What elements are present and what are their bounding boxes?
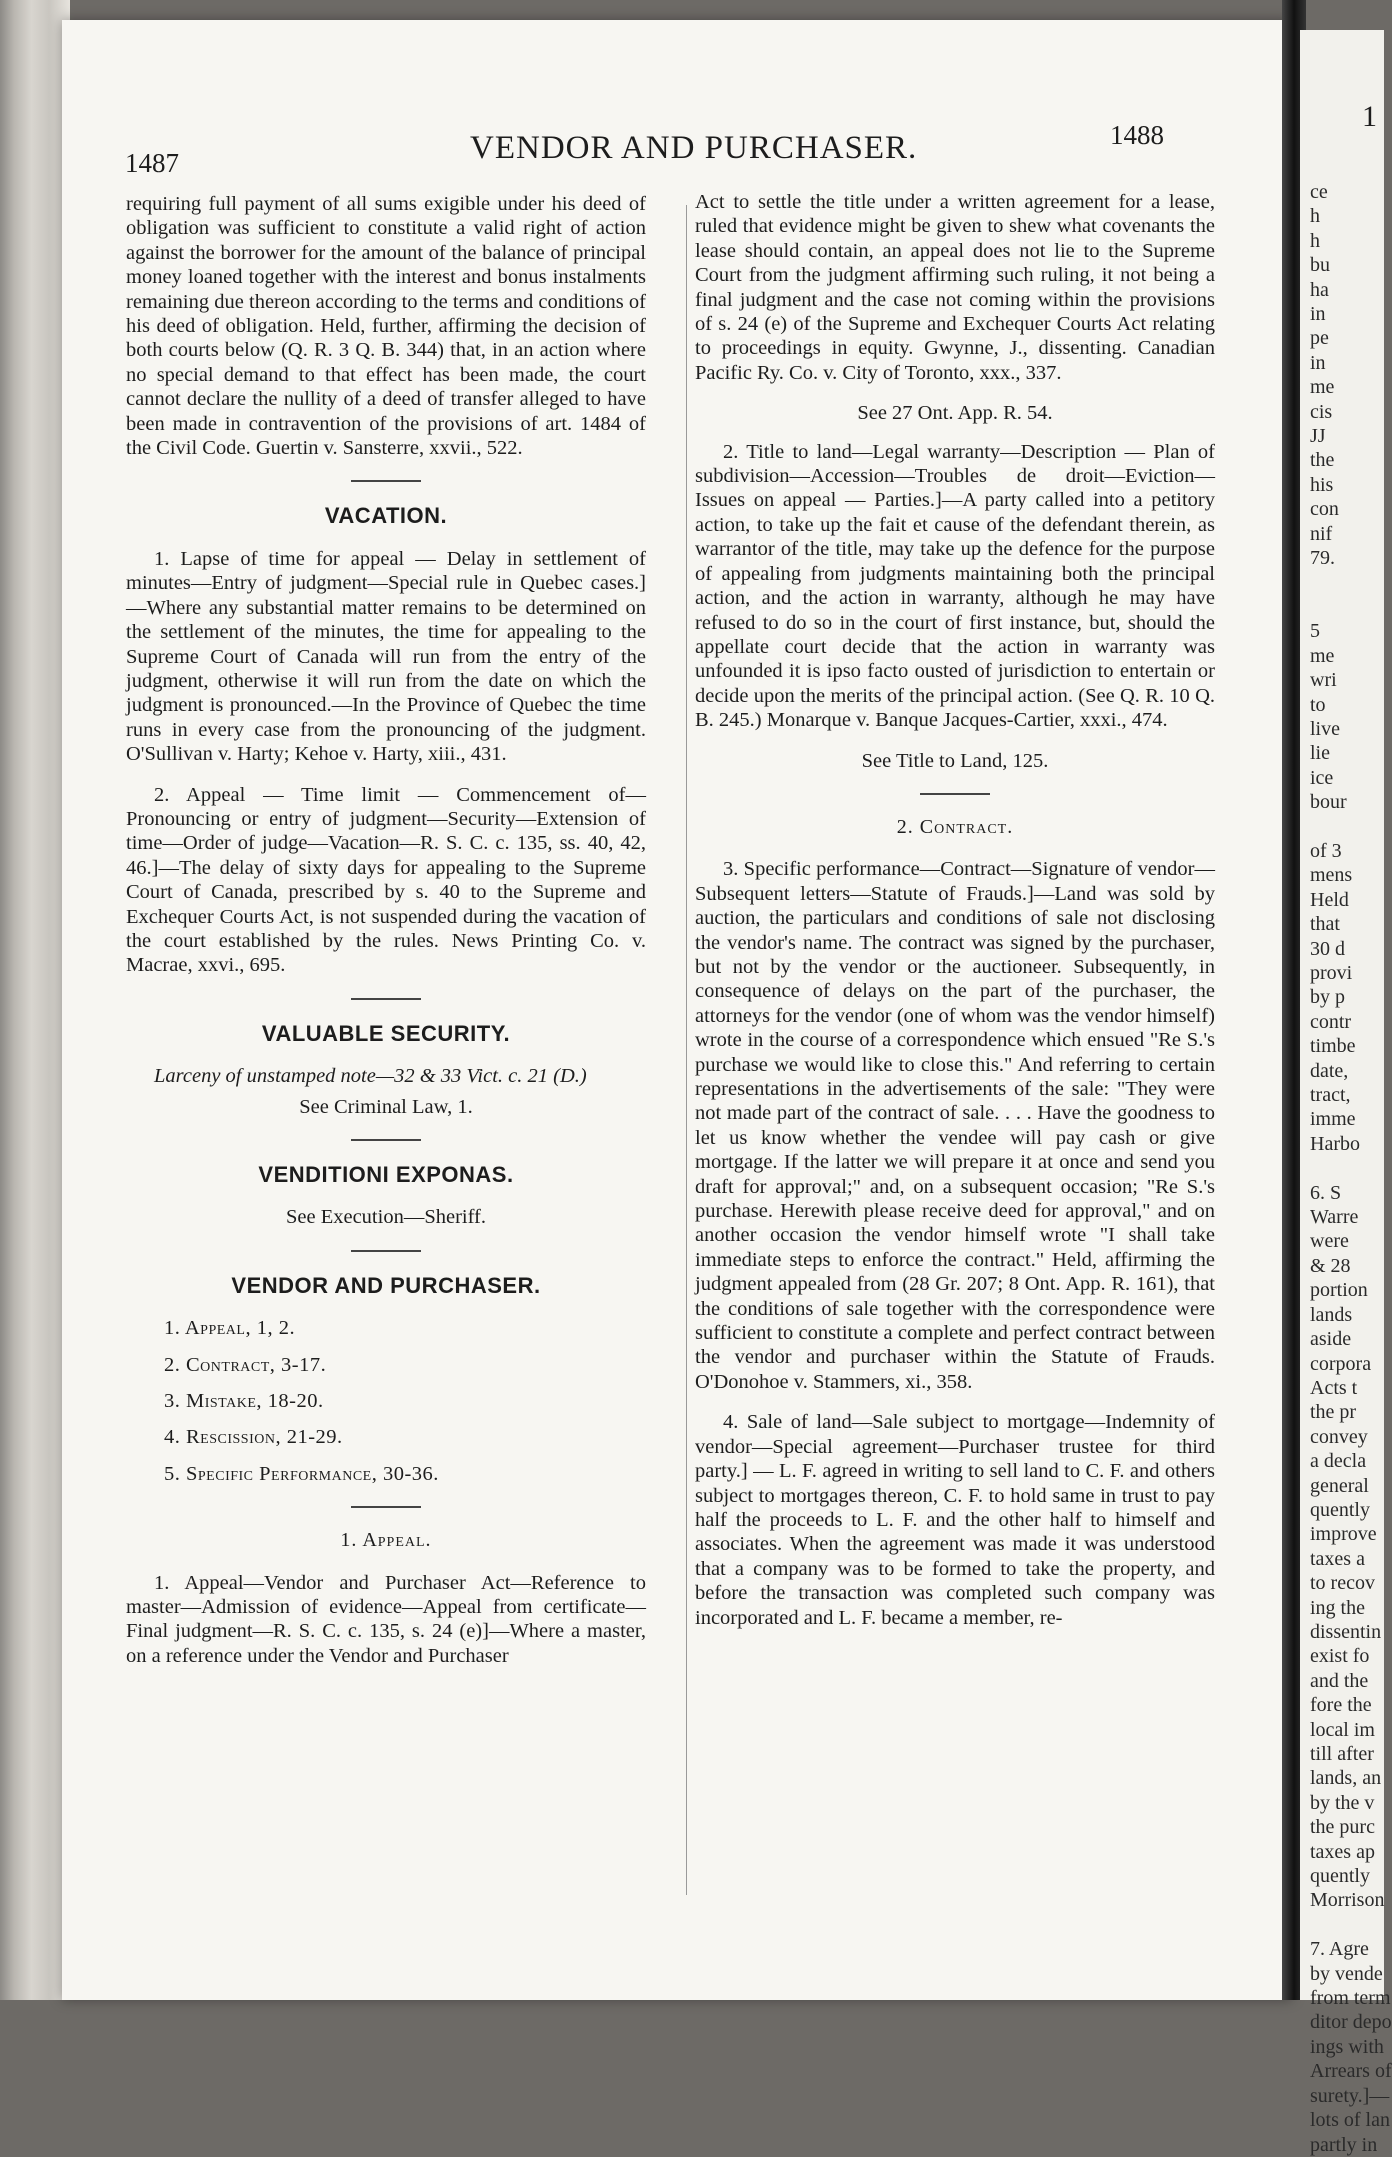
heading-vendor-and-purchaser: VENDOR AND PURCHASER. — [231, 1272, 541, 1298]
column-rule — [686, 205, 687, 1895]
topic-index-item: 5. Specific Performance, 30-36. — [164, 1462, 439, 1485]
topic-index — [126, 1316, 646, 1486]
subheading-contract: 2. Contract. — [896, 815, 1014, 838]
entry-valuable-security: Larceny of unstamped note—32 & 33 Vict. c. 21 (D.) — [154, 1065, 587, 1088]
heading-vacation: VACATION. — [324, 503, 448, 529]
book-edge — [0, 0, 70, 2000]
page-number-left: 1487 — [125, 148, 179, 178]
next-page-text: ce h h bu ha in pe in me cis JJ the his con nif 79. 5 me wri to live lie ice bour of 3 mens Held that 30 d provi by p contr timbe date, tract, imme Harbo 6. S Warre were & 28 portion lands aside corpora Acts t the pr convey a decla general quently improve taxes a to recov ing the dissentin exist fo and the fore the local im till after lands, an by the v the purc taxes ap quently Morrison 7. Agre by vende from term ditor depo ings with Arrears of surety.]— lots of lan partly in — [1310, 181, 1392, 2156]
page-number-right: 1488 — [1110, 120, 1164, 150]
section-divider — [920, 793, 990, 795]
entry-vacation-2: 2. Appeal — Time limit — Commencement of—Pronouncing or entry of judgment—Security—Extension of time—Order of judge—Vacation—R. S. C. c. 135, ss. 40, 42, 46.]—The delay of sixty days for appealing to the Supreme Court of Canada, prescribed by s. 40 to the Supreme and Exchequer Courts Act, is not suspended during the vacation of the court established by the rules. News Printing Co. v. Macrae, xxvi., 695. — [126, 783, 646, 977]
topic-index-item: 1. Appeal, 1, 2. — [164, 1317, 296, 1340]
heading-venditioni-exponas: VENDITIONI EXPONAS. — [258, 1162, 514, 1187]
section-divider — [351, 1506, 421, 1508]
section-divider — [351, 1250, 421, 1252]
entry-vacation-1: 1. Lapse of time for appeal — Delay in settlement of minutes—Entry of judgment—Special rule in Quebec cases.]—Where any substantial matter remains to be determined on the settlement of the minutes, the time for appealing to the Supreme Court of Canada will run from the entry of the judgment, otherwise it will run from the date on which the judgment is pronounced.—In the Province of Quebec the time runs in every case from the pronouncing of the judgment. O'Sullivan v. Harty; Kehoe v. Harty, xiii., 431. — [126, 547, 646, 766]
entry-appeal-2: 2. Title to land—Legal warranty—Description — Plan of subdivision—Accession—Troubles de droit—Eviction—Issues on appeal — Parties.]—A party called into a petitory action, to take up the fait et cause of the defendant therein, as warrantor of the title, may take up the defence for the purpose of appealing from judgments maintaining both the principal action, and the action in warranty, although he may have refused to do so in the court of first instance, but, should the appellate court decide that the action in warranty was unfounded it is ipso facto ousted of jurisdiction to entertain or decide upon the merits of the principal action. (See Q. R. 10 Q. B. 245.) Monarque v. Banque Jacques-Cartier, xxxi., 474. — [695, 440, 1215, 732]
cross-reference-execution: See Execution—Sheriff. — [285, 1206, 486, 1229]
entry-appeal-1: 1. Appeal—Vendor and Purchaser Act—Reference to master—Admission of evidence—Appeal from certificate—Final judgment—R. S. C. c. 135, s. 24 (e)]—Where a master, on a reference under the Vendor and Purchaser — [126, 1571, 646, 1667]
heading-valuable-security: VALUABLE SECURITY. — [261, 1020, 511, 1046]
right-column — [695, 190, 1215, 1646]
topic-index-item: 2. Contract, 3-17. — [164, 1353, 327, 1376]
cross-reference-title-to-land: See Title to Land, 125. — [861, 749, 1049, 772]
running-title: VENDOR AND PURCHASER. — [470, 130, 918, 166]
section-divider — [351, 998, 421, 1000]
running-head — [125, 120, 1185, 190]
topic-index-item: 4. Rescission, 21-29. — [164, 1426, 343, 1449]
continued-paragraph: Act to settle the title under a written agreement for a lease, ruled that evidence might be given to shew what covenants the lease should contain, an appeal does not lie to the Supreme Court from the judgment affirming such ruling, it not being a final judgment and the case not coming within the provisions of s. 24 (e) of the Supreme and Exchequer Courts Act relating to proceedings in equity. Gwynne, J., dissenting. Canadian Pacific Ry. Co. v. City of Toronto, xxx., 337. — [695, 191, 1215, 384]
cross-reference-ont-app: See 27 Ont. App. R. 54. — [857, 402, 1053, 425]
section-divider — [351, 480, 421, 482]
section-divider — [351, 1139, 421, 1141]
cross-reference-criminal-law: See Criminal Law, 1. — [299, 1095, 473, 1118]
topic-index-item: 3. Mistake, 18-20. — [164, 1390, 324, 1413]
left-column — [126, 192, 646, 1684]
subheading-appeal: 1. Appeal. — [340, 1529, 432, 1552]
next-page-number: 1 — [1362, 100, 1377, 133]
entry-contract-4: 4. Sale of land—Sale subject to mortgage—Indemnity of vendor—Special agreement—Purchaser trustee for third party.] — L. F. agreed in writing to sell land to C. F. and others subject to mortgages thereon, C. F. to hold same in trust to pay half the proceeds to L. F. and the other half to himself and associates. When the agreement was made it was understood that a company was to be formed to take the property, and before the transaction was completed such company was incorporated and L. F. became a member, re- — [695, 1411, 1215, 1629]
entry-contract-3: 3. Specific performance—Contract—Signature of vendor—Subsequent letters—Statute of Frauds.]—Land was sold by auction, the particulars and conditions of sale not disclosing the vendor's name. The contract was signed by the purchaser, but not by the vendor or the auctioneer. Subsequently, in consequence of delays on the part of the purchaser, the attorneys for the vendor (one of whom was the vendor himself) wrote in the course of a correspondence which ensued "Re S.'s purchase we would like to close this." And referring to certain representations in the advertisements of the sale: "They were not made part of the contract of sale. . . . Have the goodness to let us know whether the vendee will pay cash or give mortgage. If the latter we will prepare it at once and send you draft for approval;" and, on a subsequent occasion; "Re S.'s purchase. Herewith please receive deed for approval," and on another occasion the vendor himself wrote "I shall take immediate steps to enforce the contract." Held, affirming the judgment appealed from (28 Gr. 207; 8 Ont. App. R. 161), that the conditions of sale together with the correspondence were sufficient to constitute a complete and perfect contract between the vendor and purchaser within the Statute of Frauds. O'Donohoe v. Stammers, xi., 358. — [695, 858, 1215, 1393]
next-page-fragment — [1300, 30, 1392, 2156]
continued-paragraph: requiring full payment of all sums exigible under his deed of obligation was sufficient to constitute a valid right of action against the borrower for the amount of the balance of principal money loaned together with the interest and bonus instalments remaining due thereon according to the terms and conditions of his deed of obligation. Held, further, affirming the decision of both courts below (Q. R. 3 Q. B. 344) that, in an action where no special demand to that effect has been made, the court cannot declare the nullity of a deed of transfer alleged to have been made in contravention of the provisions of art. 1484 of the Civil Code. Guertin v. Sansterre, xxvii., 522. — [126, 193, 646, 460]
